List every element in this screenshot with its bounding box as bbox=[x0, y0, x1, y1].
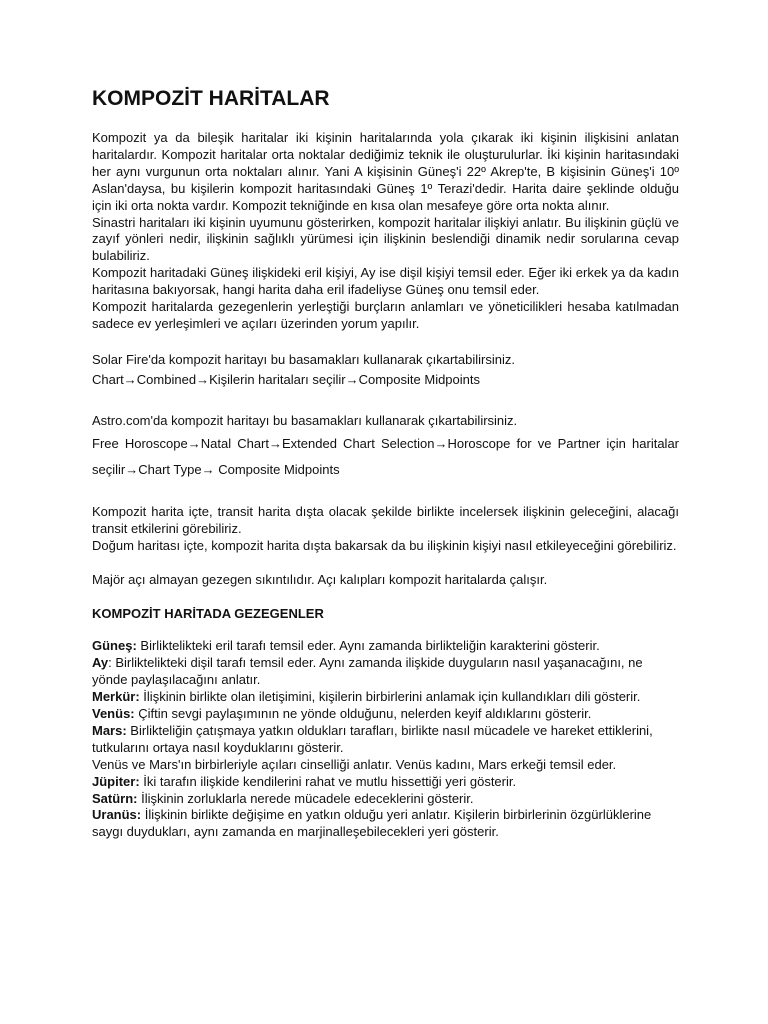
planet-name: Merkür: bbox=[92, 689, 140, 705]
intro-paragraph-1: Kompozit ya da bileşik haritalar iki kişinin haritalarında yola çıkarak iki kişinin ilişkisini anlatan haritalardır. Kompozit haritalar orta noktalar dediğimiz teknik ile oluşturulurlar. İki kişinin haritasındaki her aynı vurgunun orta noktaları alınır. Yani A kişisinin Güneş'i 22º Akrep'te, B kişisinin Güneş'i 10º Aslan'daysa, bu kişilerin kompozit haritasındaki Güneş 1º Terazi'dedir. Harita daire şeklinde olduğu için iki orta nokta vardır. Kompozit tekniğinde en kısa olan mesafeye göre orta nokta alınır. bbox=[92, 130, 679, 213]
planet-name: Uranüs: bbox=[92, 807, 142, 823]
planet-entry-jupiter bbox=[92, 774, 679, 791]
arrow-icon: → bbox=[125, 461, 139, 477]
planet-name: Satürn: bbox=[92, 790, 138, 806]
astro-step-5: haritalar seçilir bbox=[92, 435, 679, 477]
arrow-icon: → bbox=[196, 371, 210, 387]
planet-description: Çiftin sevgi paylaşımının ne yönde olduğunu, nelerden keyif aldıklarını gösterir. bbox=[134, 706, 592, 722]
planet-entry-venus bbox=[92, 706, 679, 723]
intro-paragraph-4: Kompozit haritalarda gezegenlerin yerleştiği burçların anlamları ve yöneticilikleri hesaba katılmadan sadece ev yerleşimleri ve açıları üzerinden yorum yapılır. bbox=[92, 299, 679, 331]
planet-entry-mercury bbox=[92, 689, 679, 706]
venus-mars-note bbox=[92, 757, 679, 774]
page-title: KOMPOZİT HARİTALAR bbox=[92, 87, 330, 110]
document-body bbox=[92, 86, 679, 841]
planet-description: İki tarafın ilişkide kendilerini rahat ve mutlu hissettiği yeri gösterir. bbox=[139, 773, 517, 789]
solarfire-steps bbox=[92, 370, 679, 390]
planet-entry-uranus bbox=[92, 807, 679, 841]
astro-steps bbox=[92, 431, 679, 483]
solarfire-step-1: Chart bbox=[92, 371, 124, 387]
planet-name: Güneş: bbox=[92, 638, 137, 654]
planet-description: Venüs ve Mars'ın birbirleriyle açıları cinselliği anlatır. Venüs kadını, Mars erkeği temsil eder. bbox=[92, 756, 617, 772]
planet-name: Venüs: bbox=[92, 706, 135, 722]
solarfire-intro: Solar Fire'da kompozit haritayı bu basamakları kullanarak çıkartabilirsiniz. bbox=[92, 351, 515, 367]
astro-step-7: Composite Midpoints bbox=[214, 461, 340, 477]
arrow-icon: → bbox=[123, 371, 137, 387]
solarfire-step-2: Combined bbox=[136, 371, 197, 387]
transit-paragraph-1: Kompozit harita içte, transit harita dışta olacak şekilde birlikte incelersek ilişkinin geleceğini, alacağı transit etkilerini görebiliriz. bbox=[92, 503, 679, 536]
arrow-icon: → bbox=[345, 371, 359, 387]
major-aspect-note: Majör açı almayan gezegen sıkıntılıdır. Açı kalıpları kompozit haritalarda çalışır. bbox=[92, 571, 548, 587]
planet-description: İlişkinin birlikte olan iletişimini, kişilerin birbirlerini anlamak için kullandıkları dili gösterir. bbox=[139, 689, 641, 705]
planet-description: Birlikteliğin çatışmaya yatkın oldukları tarafları, birlikte nasıl mücadele ve hareket ettiklerini, tutkularını ortaya nasıl koyduklarını gösterir. bbox=[92, 722, 653, 755]
planet-entry-sun bbox=[92, 638, 679, 655]
planet-description: İlişkinin birlikte değişime en yatkın olduğu yeri anlatır. Kişilerin birbirlerinin özgürlüklerine saygı duydukları, aynı zamanda en marjinalleşebilecekleri yeri gösterir. bbox=[92, 807, 652, 840]
arrow-icon: → bbox=[187, 435, 201, 451]
planet-name: Ay bbox=[92, 655, 109, 671]
astro-intro: Astro.com'da kompozit haritayı bu basamakları kullanarak çıkartabilirsiniz. bbox=[92, 412, 518, 428]
astro-step-6: Chart Type bbox=[138, 461, 202, 477]
arrow-icon: → bbox=[434, 435, 448, 451]
solarfire-step-4: Composite Midpoints bbox=[358, 371, 480, 387]
solarfire-step-3: Kişilerin haritaları seçilir bbox=[209, 371, 346, 387]
planet-entry-mars bbox=[92, 723, 679, 757]
planet-description: Birliktelikteki eril tarafı temsil eder. Aynı zamanda birlikteliğin karakterini gösterir. bbox=[136, 638, 600, 654]
astro-step-1: Free Horoscope bbox=[92, 435, 188, 451]
transit-paragraph-2: Doğum haritası içte, kompozit harita dışta bakarsak da bu ilişkinin kişiyi nasıl etkileyeceğini görebiliriz. bbox=[92, 537, 677, 553]
planet-entry-saturn bbox=[92, 791, 679, 808]
arrow-icon: → bbox=[269, 435, 282, 451]
planet-name: Jüpiter: bbox=[92, 773, 140, 789]
intro-paragraph-3: Kompozit haritadaki Güneş ilişkideki eril kişiyi, Ay ise dişil kişiyi temsil eder. Eğer iki erkek ya da kadın haritasına bakıyorsak, hangi harita daha eril ifadeliyse Güneş onu temsil eder. bbox=[92, 265, 679, 298]
astro-step-2: Natal Chart bbox=[200, 435, 269, 451]
arrow-icon: → bbox=[201, 461, 215, 477]
planet-name: Mars: bbox=[92, 722, 127, 738]
planet-entry-moon bbox=[92, 655, 679, 689]
astro-step-4: Horoscope for ve Partner için bbox=[447, 435, 626, 451]
intro-paragraph-2: Sinastri haritaları iki kişinin uyumunu gösterirken, kompozit haritalar ilişkiyi anlatır. Bu ilişkinin güçlü ve zayıf yönleri nedir, ilişkinin sağlıklı yürümesi için ilişkinin beslendiği dinamik nedir sorularına cevap bulabiliriz. bbox=[92, 214, 679, 264]
planet-description: İlişkinin zorluklarla nerede mücadele edeceklerini gösterir. bbox=[137, 790, 474, 806]
astro-step-3: Extended Chart Selection bbox=[282, 435, 435, 451]
planet-description: : Birliktelikteki dişil tarafı temsil eder. Aynı zamanda ilişkide duyguların nasıl yaşanacağını, ne yönde paylaşılacağını anlatır. bbox=[92, 655, 643, 688]
planets-section-title: KOMPOZİT HARİTADA GEZEGENLER bbox=[92, 605, 324, 621]
